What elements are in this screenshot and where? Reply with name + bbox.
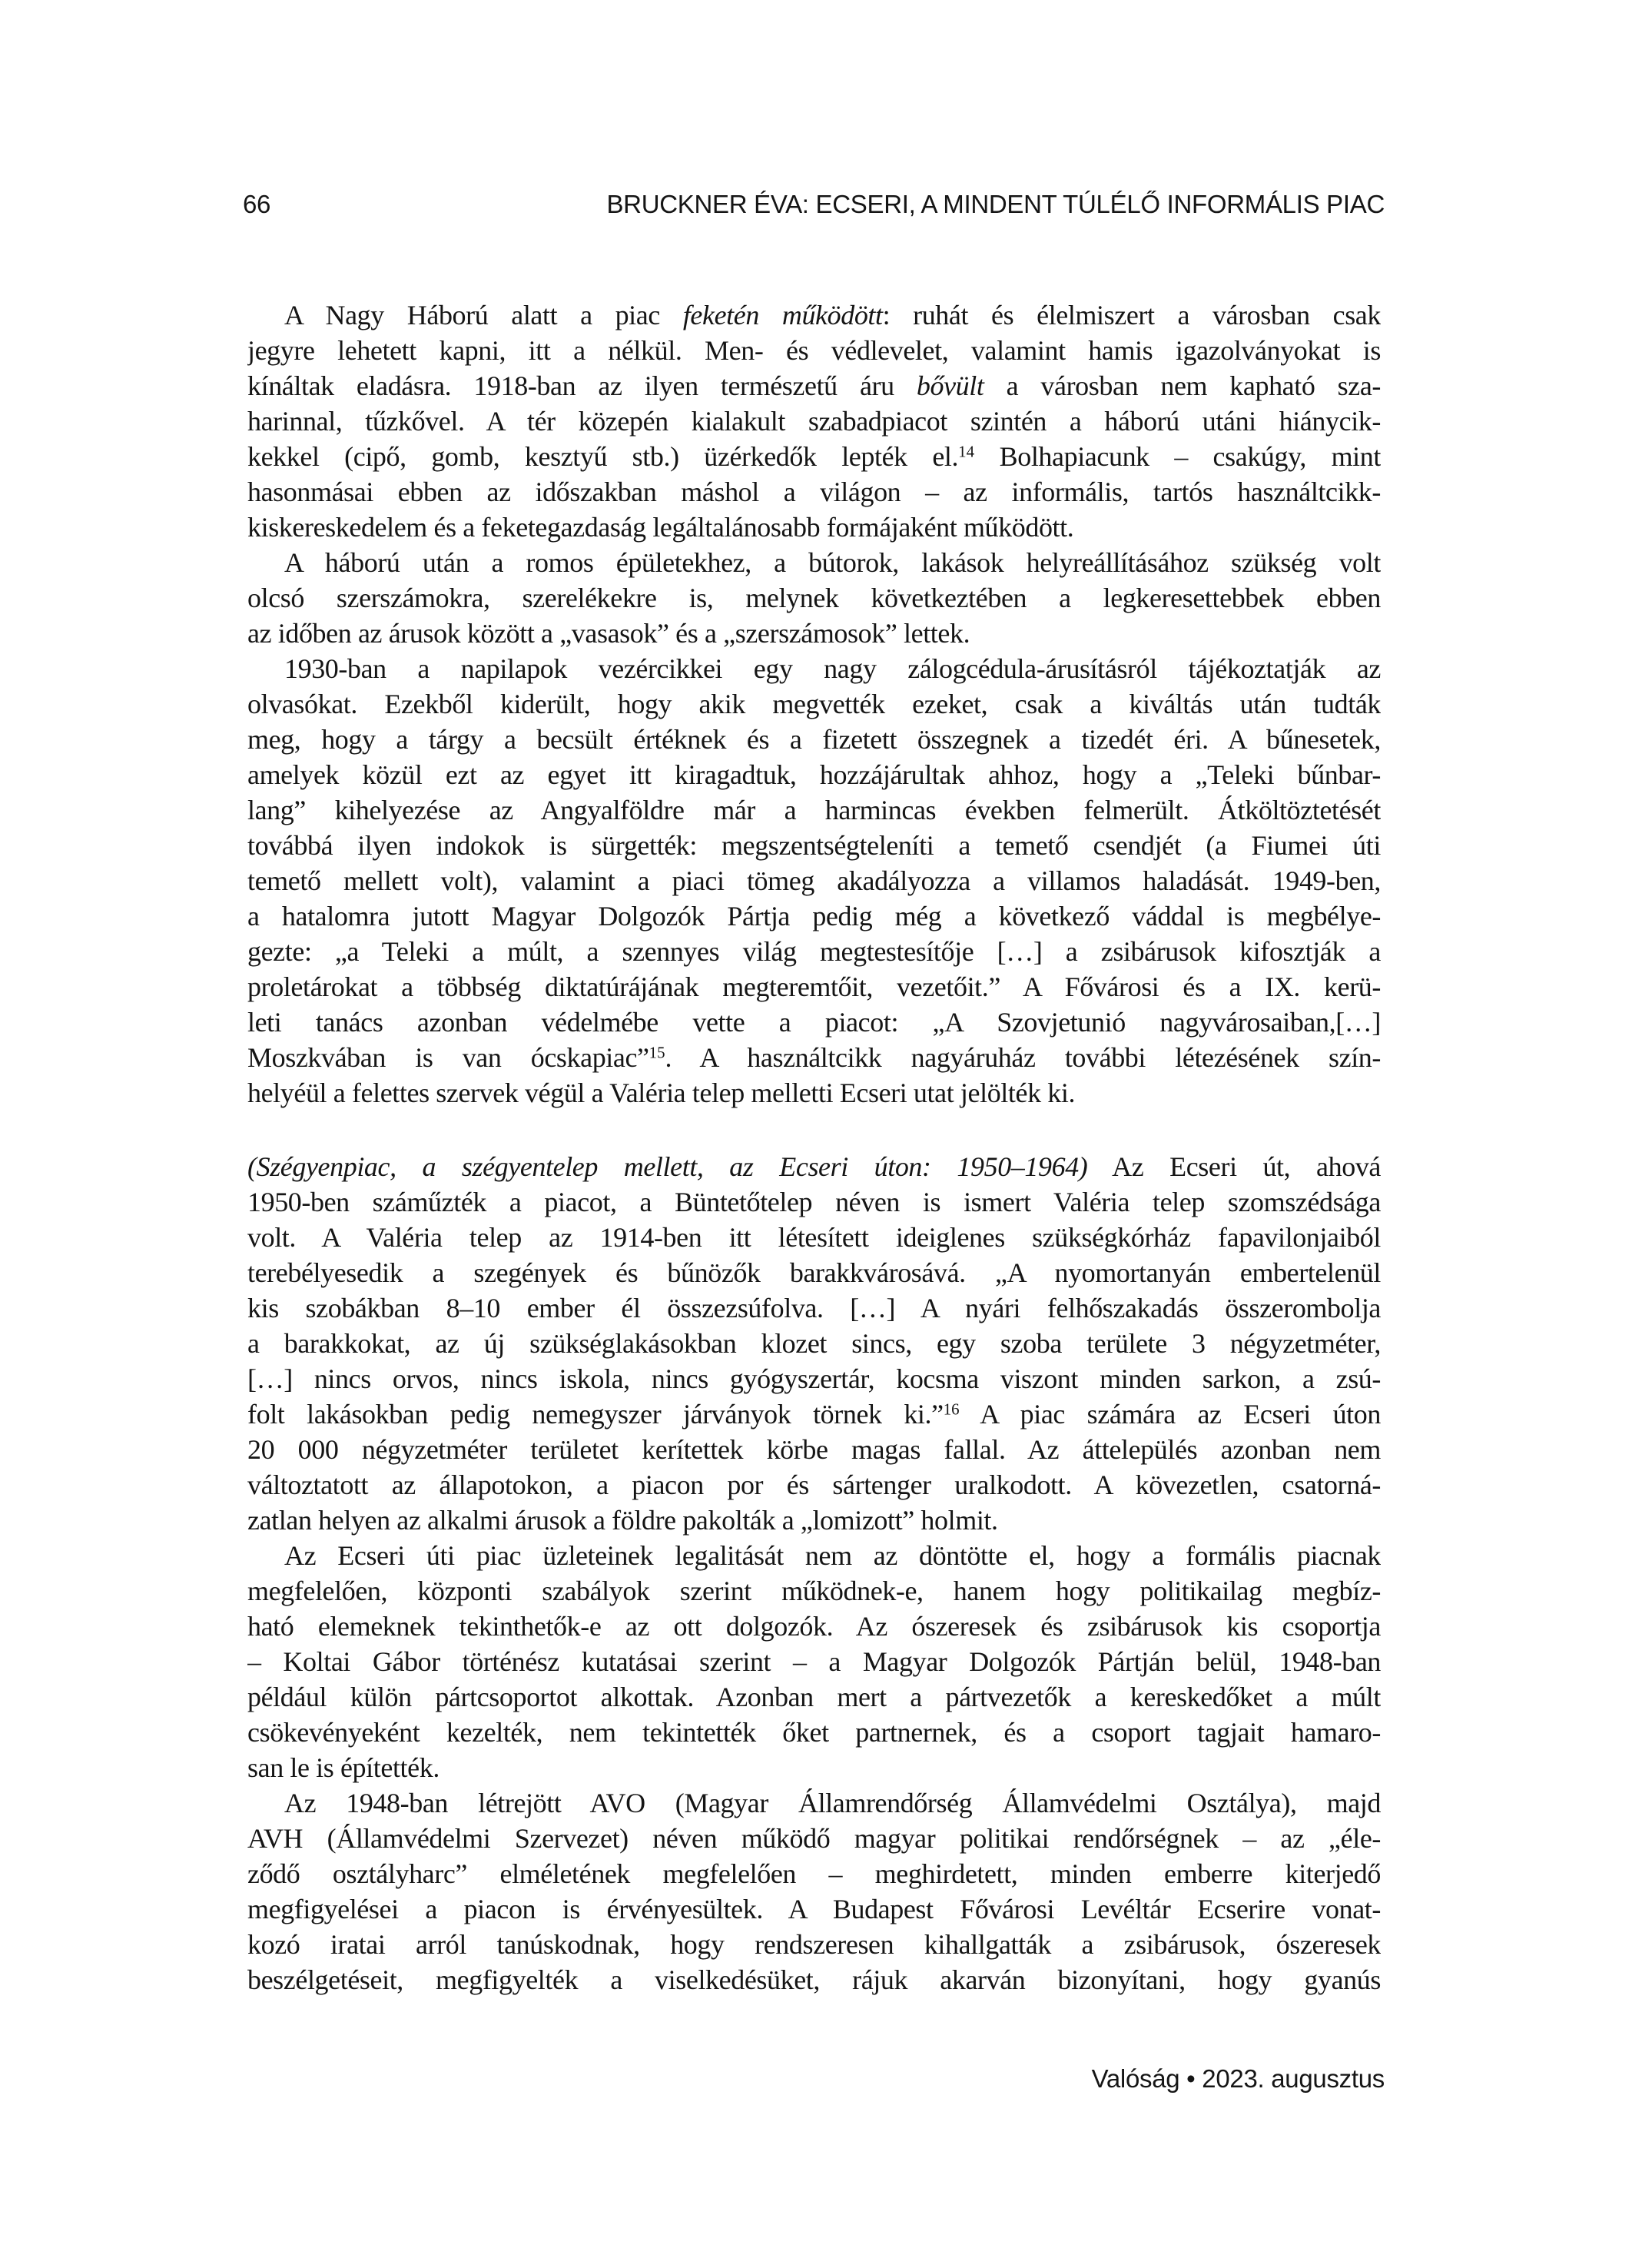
italic-text: (Szégyenpiac, a szégyentelep mellett, az Ecseri úton: 1950–1964) bbox=[247, 1151, 1088, 1182]
text-line: például külön pártcsoportot alkottak. Azonban mert a pártvezetők a kereskedőket a múlt bbox=[247, 1682, 1381, 1712]
text-line: az időben az árusok között a „vasasok” és a „szerszámosok” lettek. bbox=[247, 618, 970, 649]
text-line: Moszkvában is van ócskapiac”$^{15}$. A használtcikk nagyáruház további létezésének szín- bbox=[247, 1042, 1381, 1073]
text-line: helyéül a felettes szervek végül a Valéria telep melletti Ecseri utat jelölték ki. bbox=[247, 1078, 1076, 1108]
text-line: leti tanács azonban védelmébe vette a piacot: „A Szovjetunió nagyvárosaiban,[…] bbox=[247, 1007, 1381, 1038]
text-line: harinnal, tűzkővel. A tér közepén kialakult szabadpiacot szintén a háború utáni hiánycik- bbox=[247, 406, 1381, 437]
text-line: meg, hogy a tárgy a becsült értéknek és a fizetett összegnek a tizedét éri. A bűnesetek, bbox=[247, 724, 1381, 755]
italic-text: feketén működött bbox=[682, 300, 883, 330]
text-line: lang” kihelyezése az Angyalföldre már a harmincas években felmerült. Átköltöztetését bbox=[247, 795, 1381, 825]
text-line: Az Ecseri úti piac üzleteinek legalitását nem az döntötte el, hogy a formális piacnak bbox=[284, 1540, 1381, 1571]
text-line: a hatalomra jutott Magyar Dolgozók Pártja pedig még a következő váddal is megbélye- bbox=[247, 901, 1381, 931]
text-line: ható elemeknek tekinthetők-e az ott dolgozók. Az ószeresek és zsibárusok kis csoportja bbox=[247, 1611, 1381, 1642]
text-line: AVH (Államvédelmi Szervezet) néven működő magyar politikai rendőrségnek – az „éle- bbox=[247, 1823, 1381, 1854]
text-line: A háború után a romos épületekhez, a bútorok, lakások helyreállításához szükség volt bbox=[284, 547, 1381, 578]
page-number: 66 bbox=[243, 190, 271, 218]
text-line: volt. A Valéria telep az 1914-ben itt létesített ideiglenes szükségkórház fapavilonjaiból bbox=[247, 1222, 1381, 1253]
text-line: kis szobákban 8–10 ember él összezsúfolva. […] A nyári felhőszakadás összerombolja bbox=[247, 1293, 1381, 1323]
text-line: megfigyelései a piacon is érvényesültek. A Budapest Fővárosi Levéltár Ecserire vonat- bbox=[247, 1894, 1381, 1924]
footnote-ref: 14 bbox=[958, 442, 975, 461]
text-line: változtatott az állapotokon, a piacon por és sártenger uralkodott. A kövezetlen, csatorná- bbox=[247, 1469, 1381, 1500]
text-line: kekkel (cipő, gomb, kesztyű stb.) üzérkedők lepték el.$^{14}$ Bolhapiacunk – csakúgy, mint bbox=[247, 441, 1381, 472]
text-line: san le is építették. bbox=[247, 1752, 440, 1783]
text-line: temető mellett volt), valamint a piaci tömeg akadályozza a villamos haladását. 1949-ben, bbox=[247, 865, 1381, 896]
text-line: a barakkokat, az új szükséglakásokban klozet sincs, egy szoba területe 3 négyzetméter, bbox=[247, 1328, 1381, 1359]
text-line: proletárokat a többség diktatúrájának megteremtőit, vezetőit.” A Fővárosi és a IX. kerü- bbox=[247, 971, 1381, 1002]
paragraph bbox=[247, 1538, 1381, 1785]
text-line: jegyre lehetett kapni, itt a nélkül. Men- és védlevelet, valamint hamis igazolványokat is bbox=[247, 335, 1381, 366]
italic-text: bővült bbox=[916, 370, 984, 401]
body-text bbox=[247, 297, 1381, 1997]
paragraph bbox=[247, 1785, 1381, 1997]
page-footer bbox=[1092, 2064, 1385, 2094]
text-line: 20 000 négyzetméter területet kerítettek körbe magas fallal. Az áttelepülés azonban nem bbox=[247, 1434, 1381, 1465]
paragraph bbox=[247, 297, 1381, 545]
text-line: hasonmásai ebben az időszakban máshol a világon – az informális, tartós használtcikk- bbox=[247, 477, 1381, 507]
text-line: beszélgetéseit, megfigyelték a viselkedésüket, rájuk akarván bizonyítani, hogy gyanús bbox=[247, 1964, 1381, 1995]
text-line: folt lakásokban pedig nemegyszer járványok törnek ki.”$^{16}$ A piac számára az Ecseri úton bbox=[247, 1399, 1381, 1430]
text-line: kínáltak eladásra. 1918-ban az ilyen természetű áru bővült a városban nem kapható sza- bbox=[247, 370, 1381, 401]
running-title: BRUCKNER ÉVA: ECSERI, A MINDENT TÚLÉLŐ INFORMÁLIS PIAC bbox=[606, 190, 1385, 218]
page-header bbox=[243, 190, 1385, 219]
text-line: (Szégyenpiac, a szégyentelep mellett, az Ecseri úton: 1950–1964) Az Ecseri út, ahová bbox=[247, 1151, 1381, 1182]
text-line: Az 1948-ban létrejött AVO (Magyar Államrendőrség Államvédelmi Osztálya), majd bbox=[284, 1788, 1381, 1818]
journal-issue: Valóság • 2023. augusztus bbox=[1091, 2064, 1385, 2093]
text-line: […] nincs orvos, nincs iskola, nincs gyógyszertár, kocsma viszont minden sarkon, a zsú- bbox=[247, 1363, 1381, 1394]
text-line: amelyek közül ezt az egyet itt kiragadtuk, hozzájárultak ahhoz, hogy a „Teleki bűnbar- bbox=[247, 759, 1381, 790]
text-line: megfelelően, központi szabályok szerint működnek-e, hanem hogy politikailag megbíz- bbox=[247, 1576, 1381, 1606]
text-line: – Koltai Gábor történész kutatásai szerint – a Magyar Dolgozók Pártján belül, 1948-ban bbox=[247, 1646, 1381, 1677]
text-line: gezte: „a Teleki a múlt, a szennyes világ megtestesítője […] a zsibárusok kifosztják a bbox=[247, 936, 1381, 967]
text-line: ződő osztályharc” elméletének megfelelően – meghirdetett, minden emberre kiterjedő bbox=[247, 1858, 1381, 1889]
text-line: olvasókat. Ezekből kiderült, hogy akik megvették ezeket, csak a kiváltás után tudták bbox=[247, 689, 1381, 719]
text-line: zatlan helyen az alkalmi árusok a földre pakolták a „lomizott” holmit. bbox=[247, 1505, 998, 1536]
text-line: továbbá ilyen indokok is sürgették: megszentségteleníti a temető csendjét (a Fiumei úti bbox=[247, 830, 1381, 861]
text-line: kiskereskedelem és a feketegazdaság legáltalánosabb formájaként működött. bbox=[247, 512, 1074, 543]
text-line: olcsó szerszámokra, szerelékekre is, melynek következtében a legkeresettebbek ebben bbox=[247, 583, 1381, 613]
paragraph bbox=[247, 1149, 1381, 1538]
footnote-ref: 15 bbox=[648, 1043, 665, 1062]
paragraph bbox=[247, 545, 1381, 651]
text-line: 1950-ben száműzték a piacot, a Büntetőtelep néven is ismert Valéria telep szomszédsága bbox=[247, 1187, 1381, 1217]
text-line: kozó iratai arról tanúskodnak, hogy rendszeresen kihallgatták a zsibárusok, ószeresek bbox=[247, 1929, 1381, 1960]
text-line: csökevényeként kezelték, nem tekintették őket partnernek, és a csoport tagjait hamaro- bbox=[247, 1717, 1381, 1748]
paragraph bbox=[247, 651, 1381, 1111]
text-line: terebélyesedik a szegények és bűnözők barakkvárosává. „A nyomortanyán embertelenül bbox=[247, 1257, 1381, 1288]
footnote-ref: 16 bbox=[943, 1400, 960, 1419]
text-line: 1930-ban a napilapok vezércikkei egy nagy zálogcédula-árusításról tájékoztatják az bbox=[284, 653, 1381, 684]
text-line: A Nagy Háború alatt a piac feketén működött: ruhát és élelmiszert a városban csak bbox=[284, 300, 1381, 330]
